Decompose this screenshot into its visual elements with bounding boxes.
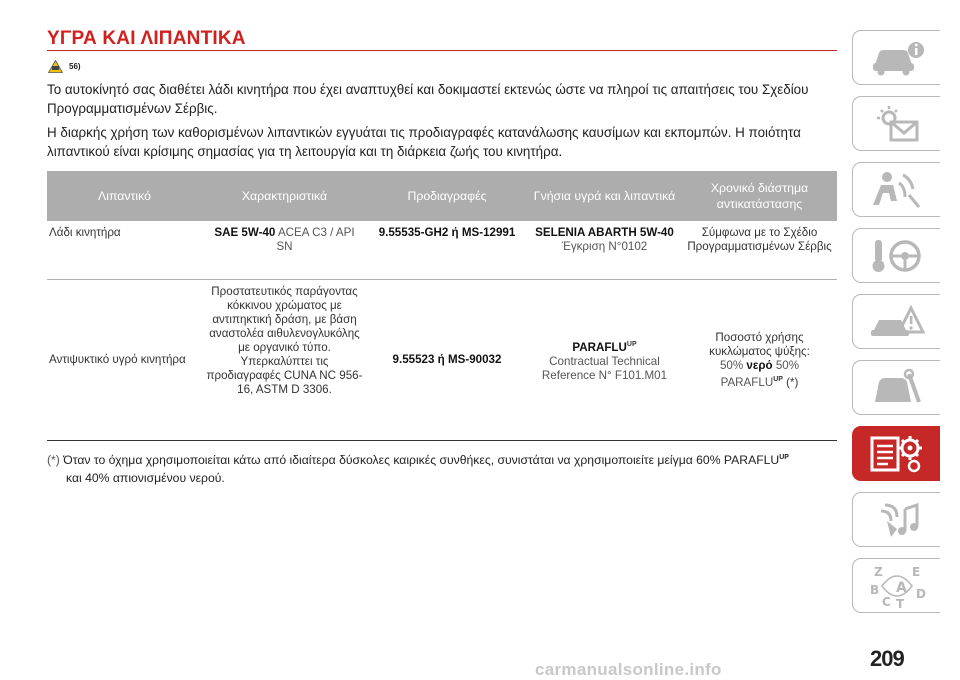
footnote-text-continued: και 40% απιονισμένου νερού. xyxy=(66,471,225,485)
genuine-product: PARAFLU xyxy=(572,340,627,354)
warning-ref-number: 56) xyxy=(69,62,81,71)
tab-multimedia[interactable] xyxy=(852,492,940,547)
cell-specifications xyxy=(367,280,527,441)
svg-text:A: A xyxy=(895,579,907,596)
cell-lubricant: Αντιψυκτικό υγρό κινητήρα xyxy=(47,280,202,441)
cell-specifications xyxy=(367,221,527,280)
header-replacement-interval: Χρονικό διάστημα αντικατάστασης xyxy=(682,171,837,221)
svg-text:B: B xyxy=(869,582,879,597)
spec-code: 9.55523 ή MS-90032 xyxy=(392,353,502,366)
svg-text:E: E xyxy=(911,564,920,579)
table-row xyxy=(47,280,837,441)
interval-text: Ποσοστό χρήσης κυκλώματος ψύξης: xyxy=(709,330,810,358)
table-header-row xyxy=(47,171,837,221)
tab-starting-driving[interactable] xyxy=(852,228,940,283)
technical-data-icon xyxy=(866,432,928,476)
intro-paragraph: Το αυτοκίνητό σας διαθέτει λάδι κινητήρα που έχει αναπτυχθεί και δοκιμαστεί εκτενώς ώστε να πληροί τις απαιτήσεις του Σχεδίου Προγραμματισμένων Σέρβις. xyxy=(47,82,809,116)
footnote-superscript: UP xyxy=(779,454,789,461)
genuine-approval: Έγκριση N°0102 xyxy=(561,240,648,253)
product-superscript: UP xyxy=(626,340,637,348)
header-lubricant: Λιπαντικό xyxy=(47,171,202,221)
cell-characteristics xyxy=(202,221,367,280)
cell-interval xyxy=(682,280,837,441)
genuine-product: SELENIA ABARTH 5W-40 xyxy=(535,226,674,239)
tab-dashboard[interactable] xyxy=(852,96,940,151)
warning-triangle-icon xyxy=(48,60,63,73)
cell-genuine xyxy=(527,280,682,441)
header-genuine-fluids: Γνήσια υγρά και λιπαντικά xyxy=(527,171,682,221)
warning-reference xyxy=(48,60,81,73)
cell-genuine xyxy=(527,221,682,280)
interval-product: PARAFLU xyxy=(720,375,774,389)
svg-text:C: C xyxy=(881,594,891,609)
header-characteristics: Χαρακτηριστικά xyxy=(202,171,367,221)
dashboard-lights-icon xyxy=(867,104,927,144)
svg-text:Z: Z xyxy=(873,564,883,579)
grade-details: ACEA C3 / API SN xyxy=(275,226,355,253)
tab-maintenance[interactable] xyxy=(852,360,940,415)
index-icon xyxy=(866,562,928,610)
title-divider xyxy=(47,50,837,51)
footnote-text: Όταν το όχημα χρησιμοποιείται κάτω από ιδιαίτερα δύσκολες καιρικές συνθήκες, συνιστάται να χρησιμοποιείτε μείγμα 60% PARAFLU xyxy=(63,453,780,467)
header-specifications: Προδιαγραφές xyxy=(367,171,527,221)
fluids-table xyxy=(47,171,837,441)
key-steering-wheel-icon xyxy=(867,236,927,276)
cell-characteristics: Προστατευτικός παράγοντας κόκκινου χρώματος με αντιπηκτική δράση, με βάση αναστολέα αιθυλενογλυκόλης με οργανικό τύπο. Υπερκαλύπτει τις προδιαγραφές CUNA NC 956-16, ASTM D 3306. xyxy=(202,280,367,441)
spec-code: 9.55535-GH2 ή MS-12991 xyxy=(378,226,516,239)
car-info-icon xyxy=(867,39,927,77)
cell-lubricant: Λάδι κινητήρα xyxy=(47,221,202,280)
footnote xyxy=(47,449,837,487)
safety-airbag-icon xyxy=(867,169,927,211)
tab-index[interactable] xyxy=(852,558,940,613)
tab-technical-data[interactable] xyxy=(852,426,940,481)
section-title: ΥΓΡΑ ΚΑΙ ΛΙΠΑΝΤΙΚΑ xyxy=(47,28,246,49)
maintenance-tools-icon xyxy=(867,368,927,408)
page-number: 209 xyxy=(870,646,904,671)
cell-interval: Σύμφωνα με το Σχέδιο Προγραμματισμένων Σέρβις xyxy=(682,221,837,280)
warning-emergency-icon xyxy=(867,302,927,342)
footnote-marker: (*) xyxy=(786,375,799,389)
svg-text:D: D xyxy=(915,586,926,601)
tab-car-info[interactable] xyxy=(852,30,940,85)
water-label: νερό xyxy=(746,358,773,372)
watermark: carmanualsonline.info xyxy=(535,660,722,679)
product-percent: 50% xyxy=(775,358,800,372)
water-percent: 50% xyxy=(719,358,744,372)
lubricant-paragraph: Η διαρκής χρήση των καθορισμένων λιπαντικών εγγυάται τις προδιαγραφές κατανάλωσης καυσίμων και εκπομπών. Η ποιότητα λιπαντικού είναι κρίσιμης σημασίας για τη λειτουργία και τη διάρκεια ζωής του κινητήρα. xyxy=(47,125,801,159)
grade-text: SAE 5W-40 xyxy=(214,226,276,239)
footnote-mark: (*) xyxy=(47,453,60,467)
genuine-reference: Contractual Technical Reference N° F101.M01 xyxy=(541,354,668,382)
tab-safety[interactable] xyxy=(852,162,940,217)
multimedia-icon xyxy=(867,499,927,541)
interval-superscript: UP xyxy=(773,375,783,383)
table-row xyxy=(47,221,837,280)
tab-emergency[interactable] xyxy=(852,294,940,349)
svg-text:T: T xyxy=(895,596,904,610)
